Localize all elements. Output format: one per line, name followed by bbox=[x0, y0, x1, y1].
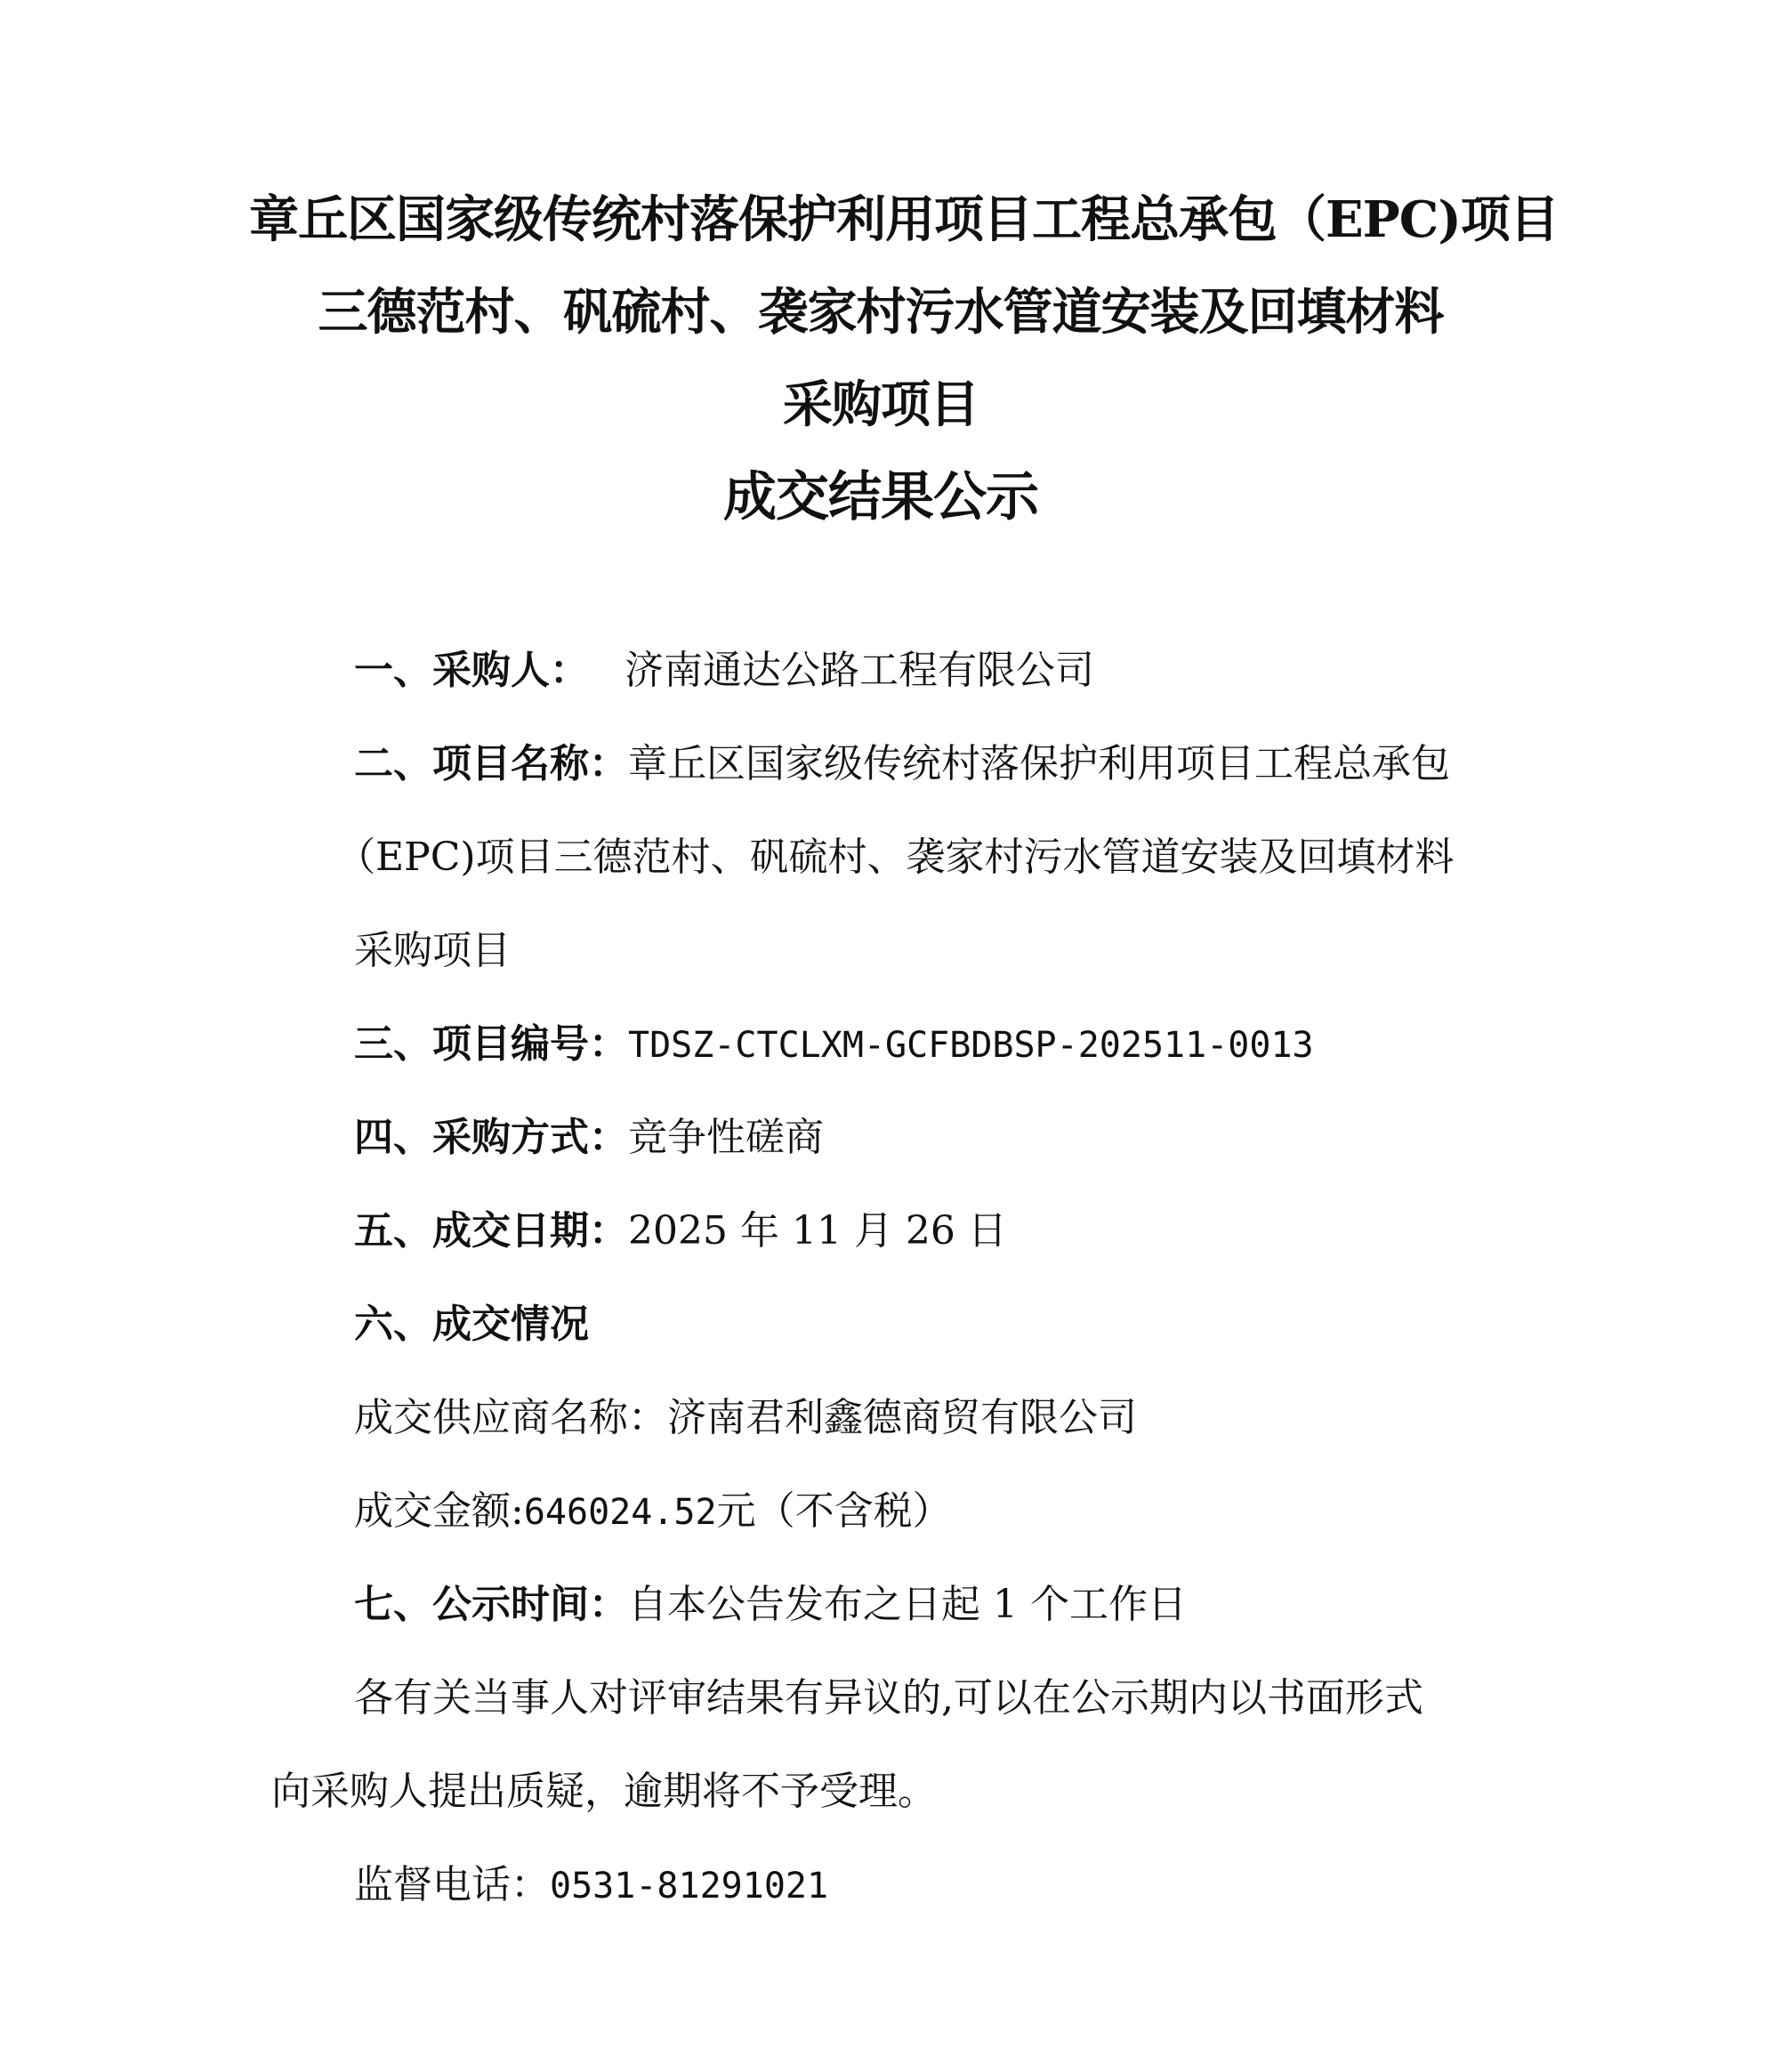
objection-line-1-row bbox=[354, 1672, 1423, 1725]
title-line-4: 成交结果公示 bbox=[723, 466, 1038, 528]
amount-number: 646024.52 bbox=[523, 1492, 717, 1533]
date-value: 2025 年 11 月 26 日 bbox=[628, 1208, 1007, 1254]
amount-label: 成交金额: bbox=[354, 1488, 524, 1534]
date-row bbox=[354, 1205, 1007, 1258]
title-line-2: 三德范村、矾硫村、袭家村污水管道安装及回填材料 bbox=[318, 283, 1444, 342]
notice-time-value: 自本公告发布之日起 1 个工作日 bbox=[628, 1582, 1187, 1627]
project-name-line-3: 采购项目 bbox=[354, 928, 511, 973]
objection-line-2: 向采购人提出质疑，逾期将不予受理。 bbox=[271, 1769, 937, 1814]
notice-time-row bbox=[354, 1578, 1187, 1632]
title-line-1: 章丘区国家级传统村落保护利用项目工程总承包（EPC)项目 bbox=[249, 190, 1559, 249]
project-no-row bbox=[354, 1018, 1314, 1072]
method-row bbox=[354, 1111, 824, 1165]
result-label: 六、成交情况 bbox=[354, 1302, 589, 1347]
project-name-line-1: 章丘区国家级传统村落保护利用项目工程总承包 bbox=[628, 741, 1450, 786]
notice-time-label: 七、公示时间： bbox=[354, 1582, 628, 1627]
date-label: 五、成交日期： bbox=[354, 1208, 628, 1254]
method-label: 四、采购方式： bbox=[354, 1115, 628, 1160]
project-name-label: 二、项目名称： bbox=[354, 741, 628, 786]
purchaser-label: 一、采购人： bbox=[354, 648, 589, 693]
objection-line-2-row bbox=[271, 1765, 937, 1818]
project-name-line-3-row bbox=[354, 924, 511, 978]
project-name-line-2: （EPC)项目三德范村、矾硫村、袭家村污水管道安装及回填材料 bbox=[336, 834, 1455, 880]
phone-label: 监督电话： bbox=[354, 1862, 550, 1907]
project-name-line-2-row bbox=[336, 831, 1455, 884]
phone-value: 0531-81291021 bbox=[550, 1866, 829, 1907]
phone-row bbox=[354, 1858, 828, 1913]
project-no-value: TDSZ-CTCLXM-GCFBDBSP-202511-0013 bbox=[628, 1025, 1314, 1066]
project-name-row bbox=[354, 738, 1450, 791]
result-row bbox=[354, 1298, 589, 1351]
purchaser-row bbox=[354, 644, 1094, 697]
amount-row bbox=[354, 1485, 952, 1539]
supplier-value: 济南君利鑫德商贸有限公司 bbox=[667, 1395, 1137, 1440]
project-no-label: 三、项目编号： bbox=[354, 1021, 628, 1067]
objection-line-1: 各有关当事人对评审结果有异议的,可以在公示期内以书面形式 bbox=[354, 1675, 1423, 1721]
supplier-label: 成交供应商名称： bbox=[354, 1395, 667, 1440]
document-title bbox=[249, 173, 1559, 544]
title-line-3: 采购项目 bbox=[783, 375, 979, 434]
purchaser-value: 济南通达公路工程有限公司 bbox=[625, 648, 1094, 693]
amount-unit: 元（不含税） bbox=[716, 1488, 952, 1534]
supplier-row bbox=[354, 1391, 1137, 1445]
method-value: 竞争性磋商 bbox=[628, 1115, 824, 1160]
